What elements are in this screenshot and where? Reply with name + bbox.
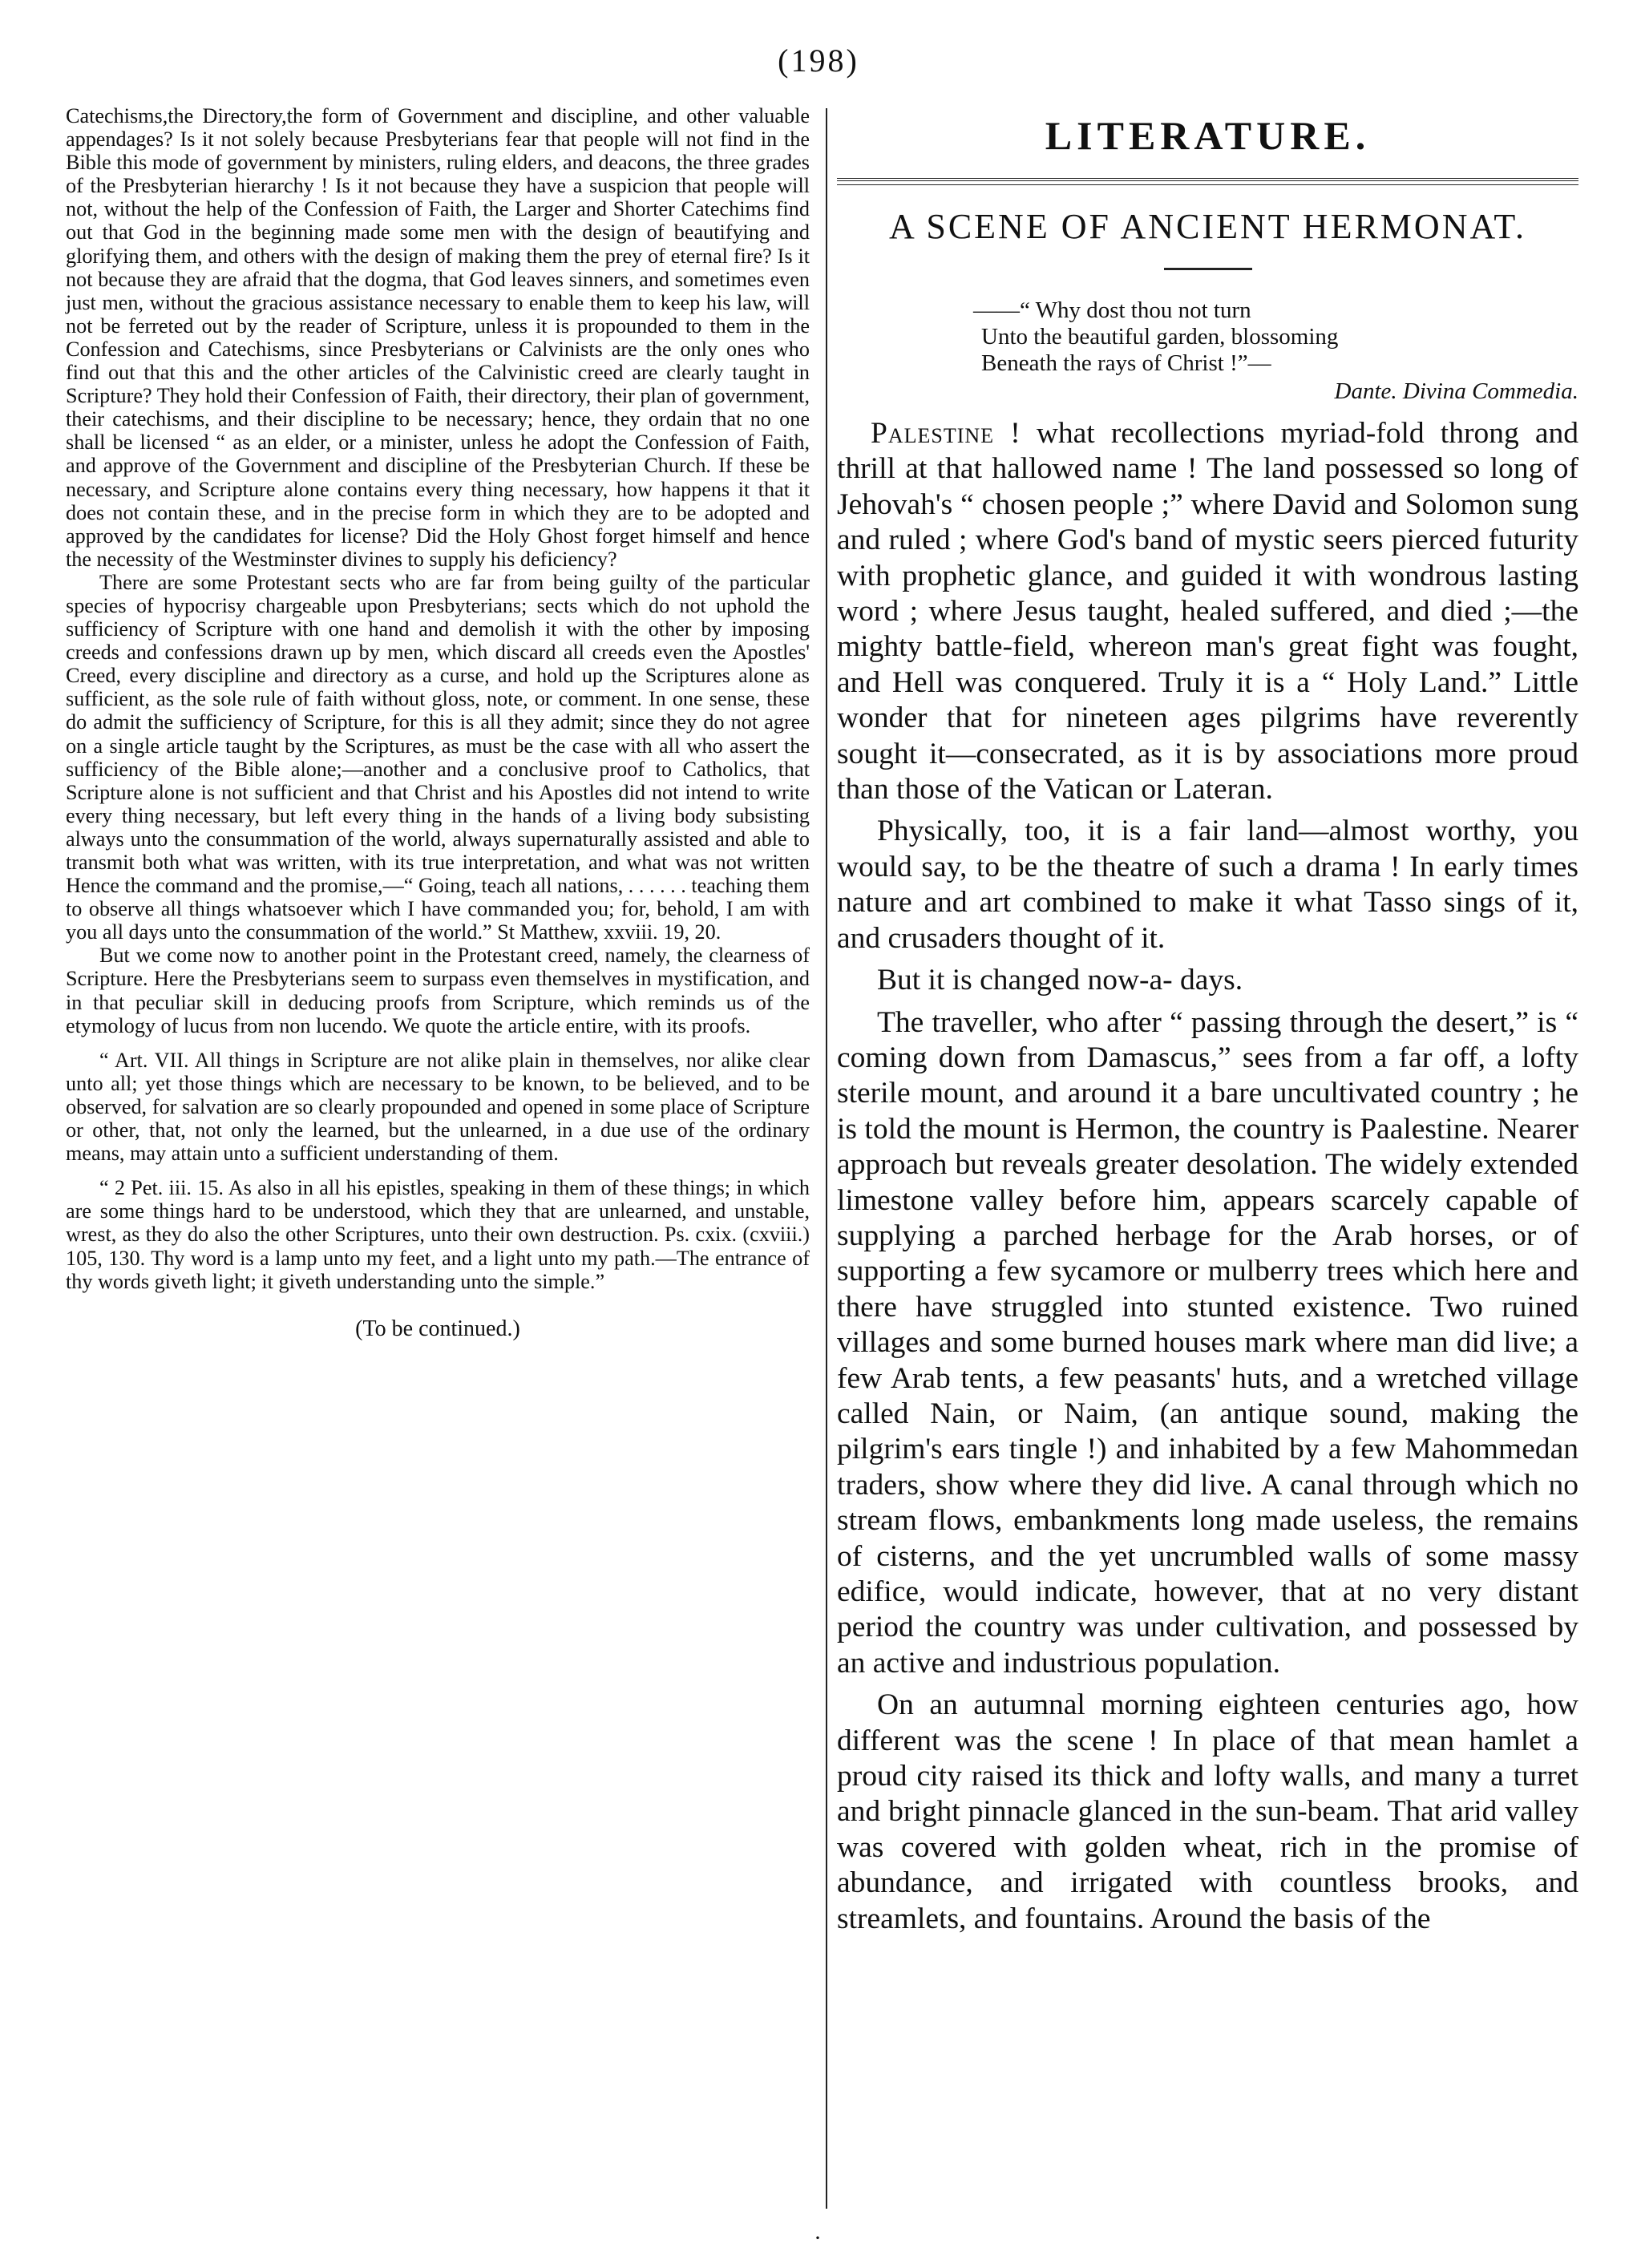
to-be-continued: (To be continued.) <box>355 1316 520 1341</box>
epigraph-line-2: Unto the beautiful garden, blossoming <box>981 324 1339 350</box>
left-column <box>66 104 810 2205</box>
epigraph-line-1: ——“ Why dost thou not turn <box>973 297 1251 323</box>
left-paragraph-1: Catechisms,the Directory,the form of Government and discipline, and other valuable appendages? Is it not solely because Presbyterians fear that people will not find in the Bible this mode of government by ministers, ruling elders, and deacons, the three grades of the Presbyterian hierarchy ! Is it not because they have a suspicion that people will not, without the help of the Confession of Faith, the Larger and Shorter Catechims find out that God in the beginning made some men with the design of beautifying and glorifying them, and others with the design of making them the prey of eternal fire? Is it not because they are afraid that the dogma, that God leaves sinners, and sometimes even just men, without the gracious assistance necessary to enable them to keep his law, will not be ferreted out by the reader of Scripture, unless it is propounded to them in the Confession and Catechisms, since Presbyterians or Calvinists are the only ones who find out that this and the other articles of the Calvinistic creed are clearly taught in Scripture? They hold their Confession of Faith, their directory, their plan of government, their catechisms, and their discipline to be necessary; hence, they ordain that no one shall be licensed “ as an elder, or a minister, unless he adopt the Confession of Faith, and approve of the Government and discipline of the Presbyterian Church. If these be necessary, and Scripture alone contains every thing necessary, how happens it that it does not contain these, and in the precise form in which they are to be adopted and approved by the candidates for license? Did the Holy Ghost forget himself and hence the necessity of the Westminster divines to supply his deficiency? <box>66 104 810 571</box>
heading-rule <box>837 178 1578 185</box>
epigraph-line-3: Beneath the rays of Christ !”— <box>981 350 1271 376</box>
article-body <box>837 416 1578 1937</box>
epigraph-citation: Dante. Divina Commedia. <box>1334 378 1578 404</box>
right-paragraph-3: But it is changed now-a- days. <box>877 964 1243 997</box>
epigraph <box>973 297 1578 405</box>
section-heading: LITERATURE. <box>1045 113 1371 158</box>
right-column <box>837 104 1578 2213</box>
right-paragraph-2: Physically, too, it is a fair land—almost worthy, you would say, to be the theatre of such a drama ! In early times nature and art combined to make it what Tasso sings of it, and crusaders thought of it. <box>837 815 1578 955</box>
article-title: A SCENE OF ANCIENT HERMONAT. <box>889 207 1526 246</box>
right-paragraph-1 <box>837 416 1578 807</box>
column-divider <box>826 108 827 2209</box>
left-quote-proofs: “ 2 Pet. iii. 15. As also in all his epistles, speaking in them of these things; in which are some things hard to be understood, which they that are unlearned, and unstable, wrest, as they do also the other Scriptures, unto their own destruction. Ps. cxix. (cxviii.) 105, 130. Thy word is a lamp unto my feet, and a light unto my path.—The entrance of thy words giveth light; it giveth understanding unto the simple.” <box>66 1176 810 1293</box>
right-paragraph-5: On an autumnal morning eighteen centuries ago, how different was the scene ! In place of that mean hamlet a proud city raised its thick and lofty walls, and many a turret and bright pinnacle glanced in the sun-beam. That arid valley was covered with golden wheat, rich in the promise of abundance, and irrigated with countless brooks, and streamlets, and fountains. Around the basis of the <box>837 1688 1578 1935</box>
left-quote-article: “ Art. VII. All things in Scripture are not alike plain in themselves, nor alike clear unto all; yet those things which are necessary to be known, to be believed, and to be observed, for salvation are so clearly propounded and opened in some place of Scripture or other, that, not only the learned, but the unlearned, in a due use of the ordinary means, may attain unto a sufficient understanding of them. <box>66 1048 810 1166</box>
title-rule <box>1164 268 1252 270</box>
right-paragraph-4: The traveller, who after “ passing through the desert,” is “ coming down from Damascus,” sees from a far off, a lofty sterile mount, and around it a bare uncultivated country ; he is told the mount is Hermon, the country is Paalestine. Nearer approach but reveals greater desolation. The widely extended limestone valley before him, appears scarcely capable of supplying a parched herbage for the Arab horses, or of supporting a few sycamore or mulberry trees which here and there have struggled into stunted existence. Two ruined villages and some burned houses mark where man did live; a few Arab tents, a few peasants' huts, and a wretched village called Nain, or Naim, (an antique sound, making the pilgrim's ears tingle !) and inhabited by a few Mahommedan traders, show where they did live. A canal through which no stream flows, embankments long made useless, the remains of cisterns, and the yet uncrumbled walls of some massy edifice, would indicate, however, that at no very distant period the country was under cultivation, and possessed by an active and industrious population. <box>837 1005 1578 1680</box>
page-number: (198) <box>778 42 859 79</box>
opening-word: Palestine <box>871 417 995 450</box>
opening-text: ! what recollections myriad-fold throng and thrill at that hallowed name ! The land possessed so long of Jehovah's “ chosen people ;” where David and Solomon sung and ruled ; where God's band of mystic seers pierced futurity with prophetic glance, and guided it with wondrous lasting word ; where Jesus taught, healed suffered, and died ;—the mighty battle-field, whereon man's great fight was fought, and Hell was conquered. Truly it is a “ Holy Land.” Little wonder that for nineteen ages pilgrims have reverently sought it—consecrated, as it is by associations more proud than those of the Vatican or Lateran. <box>837 417 1578 807</box>
left-paragraph-3: But we come now to another point in the Protestant creed, namely, the clearness of Scripture. Here the Presbyterians seem to surpass even themselves in mystification, and in that peculiar skill in deducing proofs from Scripture, which reminds us of the etymology of lucus from non lucendo. We quote the article entire, with its proofs. <box>66 944 810 1037</box>
left-paragraph-2: There are some Protestant sects who are far from being guilty of the particular species of hypocrisy chargeable upon Presbyterians; sects which do not uphold the sufficiency of Scripture with one hand and demolish it with the other by imposing creeds and confessions drawn up by men, which discard all creeds even the Apostles' Creed, every discipline and directory as a curse, and hold up the Scriptures alone as sufficient, as the sole rule of faith without gloss, note, or comment. In one sense, these do admit the sufficiency of Scripture, for this is all they admit; since they do not agree on a single article taught by the Scriptures, as must be the case with all who assert the sufficiency of the Bible alone;—another and a conclusive proof to Catholics, that Scripture alone is not sufficient and that Christ and his Apostles did not intend to write every thing necessary, but left every thing in the hands of a living body subsisting always unto the consummation of the world, always supernaturally assisted and able to transmit both what was written, with its true interpretation, and what was not written Hence the command and the promise,—“ Going, teach all nations, . . . . . . teaching them to observe all things whatsoever which I have commanded you; for, behold, I am with you all days unto the consummation of the world.” St Matthew, xxviii. 19, 20. <box>66 570 810 944</box>
page-mark: · <box>814 2225 822 2251</box>
